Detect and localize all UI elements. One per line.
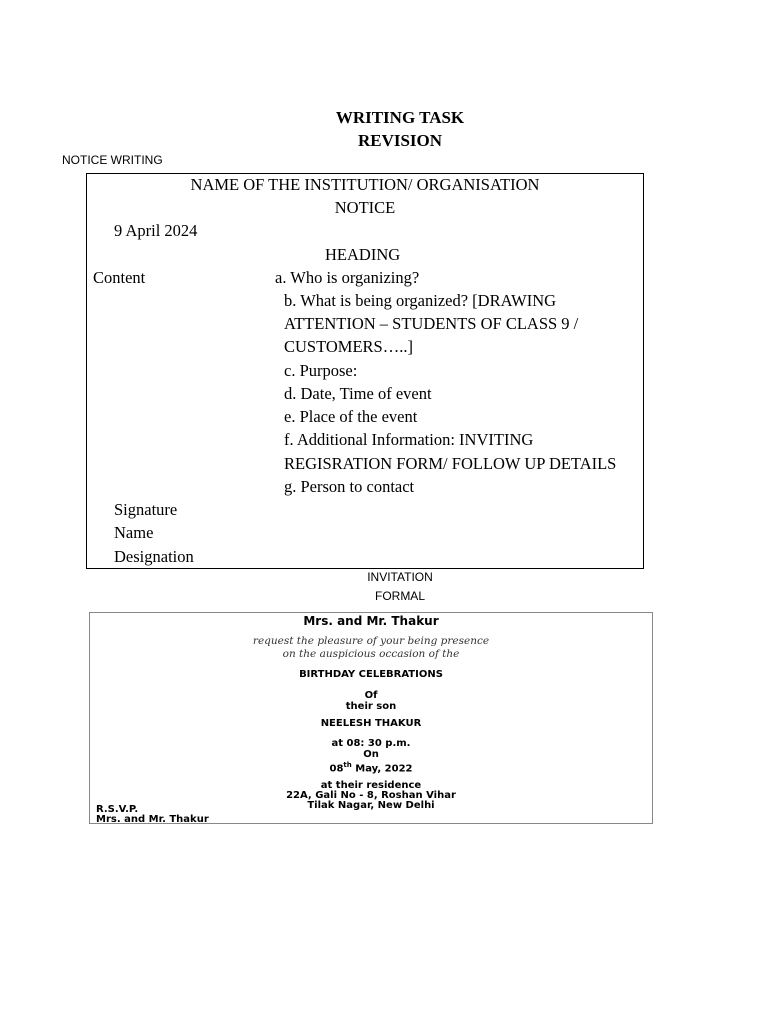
notice-point: CUSTOMERS…..]	[284, 337, 413, 356]
invitation-card	[89, 612, 653, 824]
address-line-2: Tilak Nagar, New Delhi	[307, 800, 435, 811]
formal-label: FORMAL	[374, 589, 425, 603]
notice-point: c. Purpose:	[284, 361, 358, 380]
request-line-1: request the pleasure of your being presence	[252, 635, 490, 647]
name-label: Name	[114, 523, 154, 542]
notice-point: a. Who is organizing?	[275, 268, 420, 287]
designation-label: Designation	[114, 547, 194, 566]
event-date-day: 08	[329, 763, 344, 775]
rsvp-name: Mrs. and Mr. Thakur	[96, 814, 209, 825]
celebrant-name: NEELESH THAKUR	[320, 718, 422, 729]
their-son-text: their son	[345, 701, 397, 712]
notice-point: e. Place of the event	[284, 407, 418, 426]
notice-point: f. Additional Information: INVITING	[284, 430, 534, 449]
residence-text: at their residence	[320, 780, 422, 791]
page-subtitle: REVISION	[357, 131, 443, 150]
notice-writing-label: NOTICE WRITING	[62, 153, 163, 167]
page-title: WRITING TASK	[335, 108, 465, 127]
event-date	[90, 761, 652, 774]
event-time: at 08: 30 p.m.	[331, 738, 411, 749]
notice-format-box	[86, 173, 644, 569]
notice-heading: HEADING	[325, 245, 401, 264]
notice-word: NOTICE	[334, 198, 396, 217]
event-date-suffix: th	[343, 761, 352, 769]
rsvp-label: R.S.V.P.	[96, 804, 139, 815]
institution-name: NAME OF THE INSTITUTION/ ORGANISATION	[190, 175, 540, 194]
on-text: On	[363, 749, 379, 760]
notice-point: ATTENTION – STUDENTS OF CLASS 9 /	[284, 314, 579, 333]
event-date-rest: May, 2022	[351, 763, 413, 775]
notice-point: g. Person to contact	[284, 477, 415, 496]
invitation-label: INVITATION	[367, 570, 433, 584]
notice-point: REGISRATION FORM/ FOLLOW UP DETAILS	[284, 454, 617, 473]
signature-label: Signature	[114, 500, 178, 519]
notice-date: 9 April 2024	[114, 221, 198, 240]
of-text: Of	[364, 690, 378, 701]
notice-point: b. What is being organized? [DRAWING	[284, 291, 557, 310]
host-name: Mrs. and Mr. Thakur	[303, 614, 439, 628]
occasion: BIRTHDAY CELEBRATIONS	[299, 669, 443, 680]
content-label: Content	[93, 268, 146, 287]
address-line-1: 22A, Gali No - 8, Roshan Vihar	[286, 790, 456, 801]
request-line-2: on the auspicious occasion of the	[282, 648, 460, 660]
notice-point: d. Date, Time of event	[284, 384, 432, 403]
